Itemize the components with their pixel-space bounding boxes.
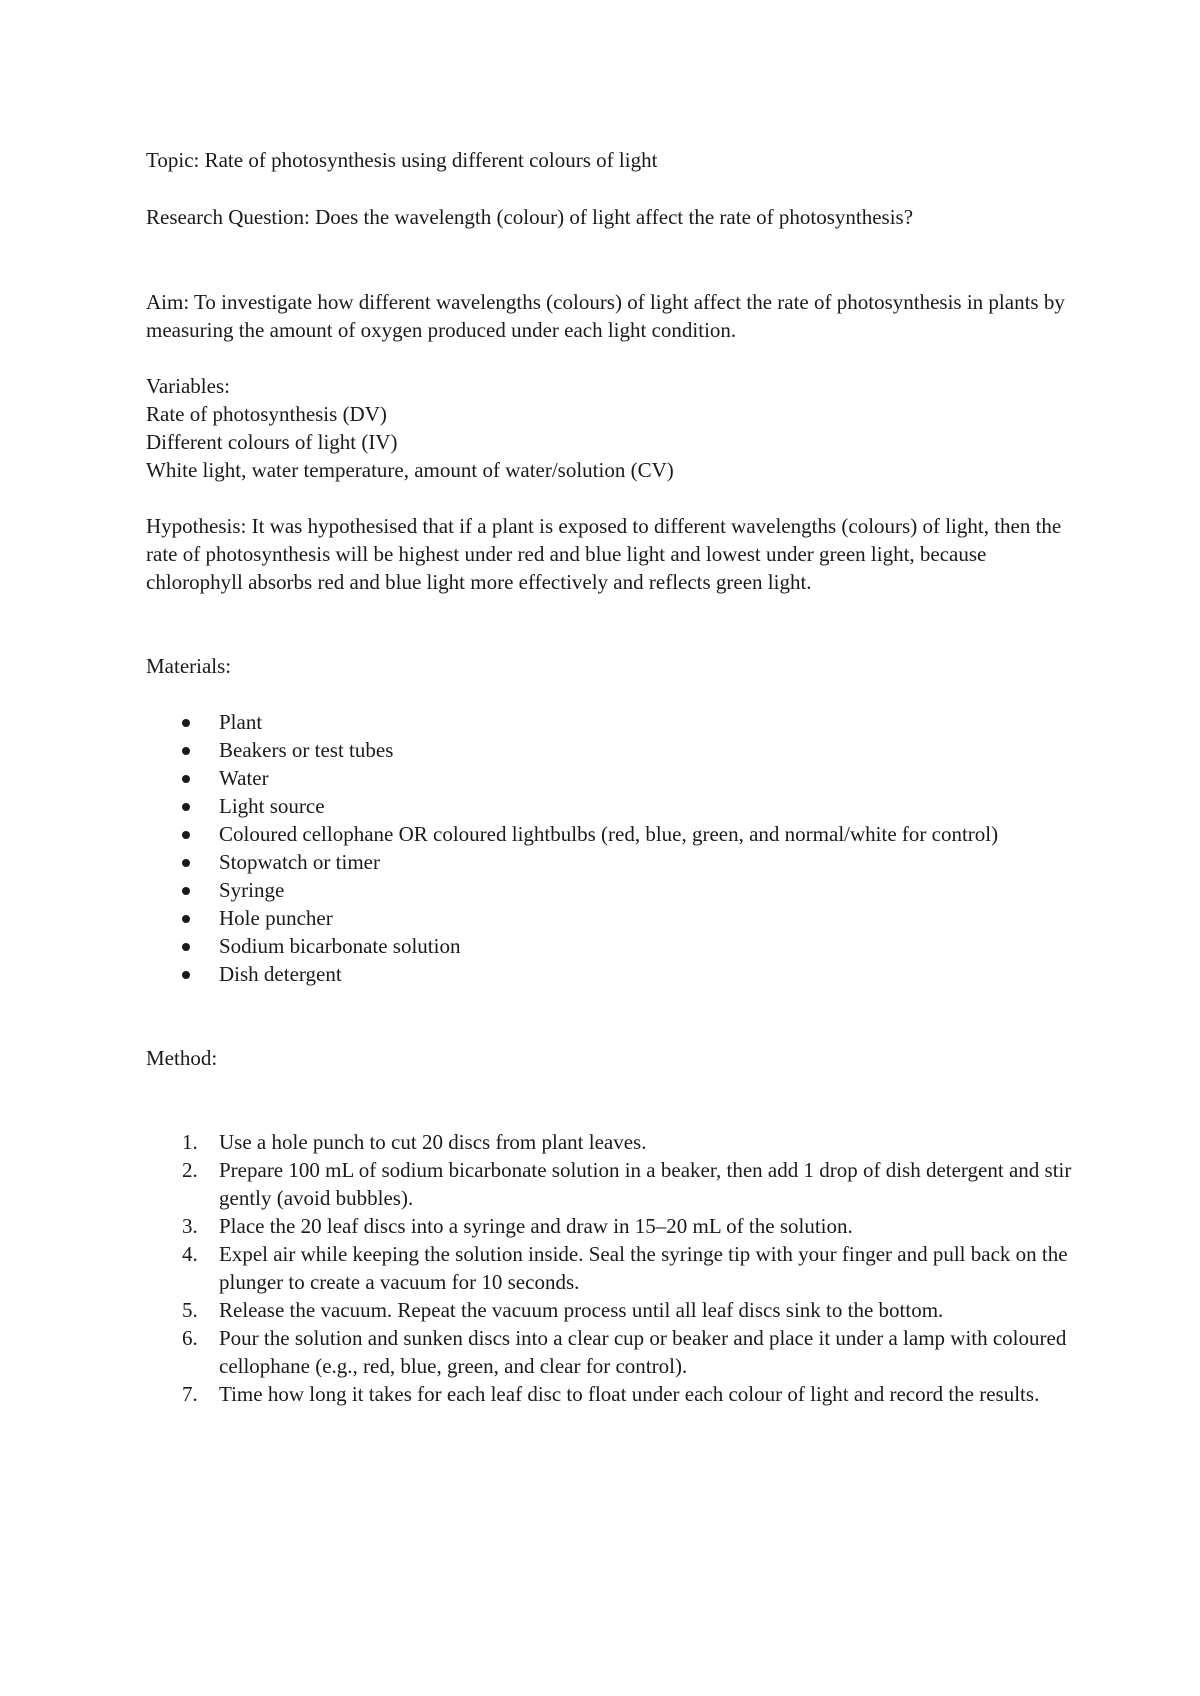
variable-dv: Rate of photosynthesis (DV) bbox=[146, 402, 387, 426]
list-item bbox=[146, 1212, 1076, 1240]
step-number: 7. bbox=[182, 1382, 198, 1406]
step-number: 3. bbox=[182, 1214, 198, 1238]
step-text: Expel air while keeping the solution inside. Seal the syringe tip with your finger and pull back on the plunger to create a vacuum for 10 seconds. bbox=[219, 1242, 1068, 1294]
material-text: Beakers or test tubes bbox=[219, 738, 394, 762]
list-item bbox=[146, 876, 1076, 904]
list-item bbox=[146, 820, 1076, 848]
method-list bbox=[146, 1128, 1076, 1408]
list-item bbox=[146, 1324, 1076, 1380]
step-text: Time how long it takes for each leaf disc to float under each colour of light and record the results. bbox=[219, 1382, 1040, 1406]
list-item bbox=[146, 932, 1076, 960]
list-item bbox=[146, 792, 1076, 820]
step-text: Pour the solution and sunken discs into a clear cup or beaker and place it under a lamp with coloured cellophane (e.g., red, blue, green, and clear for control). bbox=[219, 1326, 1067, 1378]
list-item bbox=[146, 1128, 1076, 1156]
list-item bbox=[146, 1380, 1076, 1408]
materials-list bbox=[146, 708, 1076, 988]
material-text: Hole puncher bbox=[219, 906, 333, 930]
material-text: Dish detergent bbox=[219, 962, 342, 986]
list-item bbox=[146, 1240, 1076, 1296]
list-item bbox=[146, 736, 1076, 764]
variables-section bbox=[146, 372, 1076, 484]
bullet-icon bbox=[182, 971, 190, 979]
bullet-icon bbox=[182, 831, 190, 839]
bullet-icon bbox=[182, 719, 190, 727]
material-text: Sodium bicarbonate solution bbox=[219, 934, 461, 958]
list-item bbox=[146, 764, 1076, 792]
list-item bbox=[146, 960, 1076, 988]
aim-paragraph: Aim: To investigate how different wavelengths (colours) of light affect the rate of photosynthesis in plants by measuring the amount of oxygen produced under each light condition. bbox=[146, 290, 1065, 342]
bullet-icon bbox=[182, 859, 190, 867]
bullet-icon bbox=[182, 747, 190, 755]
bullet-icon bbox=[182, 803, 190, 811]
material-text: Syringe bbox=[219, 878, 285, 902]
list-item bbox=[146, 904, 1076, 932]
topic-line: Topic: Rate of photosynthesis using different colours of light bbox=[146, 148, 658, 172]
material-text: Plant bbox=[219, 710, 263, 734]
variable-cv: White light, water temperature, amount of water/solution (CV) bbox=[146, 458, 674, 482]
step-number: 1. bbox=[182, 1130, 198, 1154]
step-text: Place the 20 leaf discs into a syringe and draw in 15–20 mL of the solution. bbox=[219, 1214, 853, 1238]
bullet-icon bbox=[182, 887, 190, 895]
method-heading: Method: bbox=[146, 1046, 218, 1070]
hypothesis-paragraph: Hypothesis: It was hypothesised that if a plant is exposed to different wavelengths (colours) of light, then the rate of photosynthesis will be highest under red and blue light and lowest under green light, because chlorophyll absorbs red and blue light more effectively and reflects green light. bbox=[146, 514, 1062, 594]
step-number: 2. bbox=[182, 1158, 198, 1182]
step-text: Prepare 100 mL of sodium bicarbonate solution in a beaker, then add 1 drop of dish detergent and stir gently (avoid bubbles). bbox=[219, 1158, 1072, 1210]
step-number: 5. bbox=[182, 1298, 198, 1322]
step-number: 6. bbox=[182, 1326, 198, 1350]
variable-iv: Different colours of light (IV) bbox=[146, 430, 398, 454]
material-text: Water bbox=[219, 766, 269, 790]
document-page bbox=[146, 146, 1076, 1408]
bullet-icon bbox=[182, 943, 190, 951]
list-item bbox=[146, 848, 1076, 876]
bullet-icon bbox=[182, 775, 190, 783]
step-text: Use a hole punch to cut 20 discs from plant leaves. bbox=[219, 1130, 647, 1154]
bullet-icon bbox=[182, 915, 190, 923]
material-text: Light source bbox=[219, 794, 325, 818]
list-item bbox=[146, 1156, 1076, 1212]
step-number: 4. bbox=[182, 1242, 198, 1266]
material-text: Coloured cellophane OR coloured lightbulbs (red, blue, green, and normal/white for control) bbox=[219, 822, 999, 846]
variables-heading: Variables: bbox=[146, 374, 230, 398]
materials-heading: Materials: bbox=[146, 654, 232, 678]
material-text: Stopwatch or timer bbox=[219, 850, 380, 874]
research-question: Research Question: Does the wavelength (colour) of light affect the rate of photosynthesis? bbox=[146, 205, 914, 229]
step-text: Release the vacuum. Repeat the vacuum process until all leaf discs sink to the bottom. bbox=[219, 1298, 944, 1322]
list-item bbox=[146, 708, 1076, 736]
list-item bbox=[146, 1296, 1076, 1324]
